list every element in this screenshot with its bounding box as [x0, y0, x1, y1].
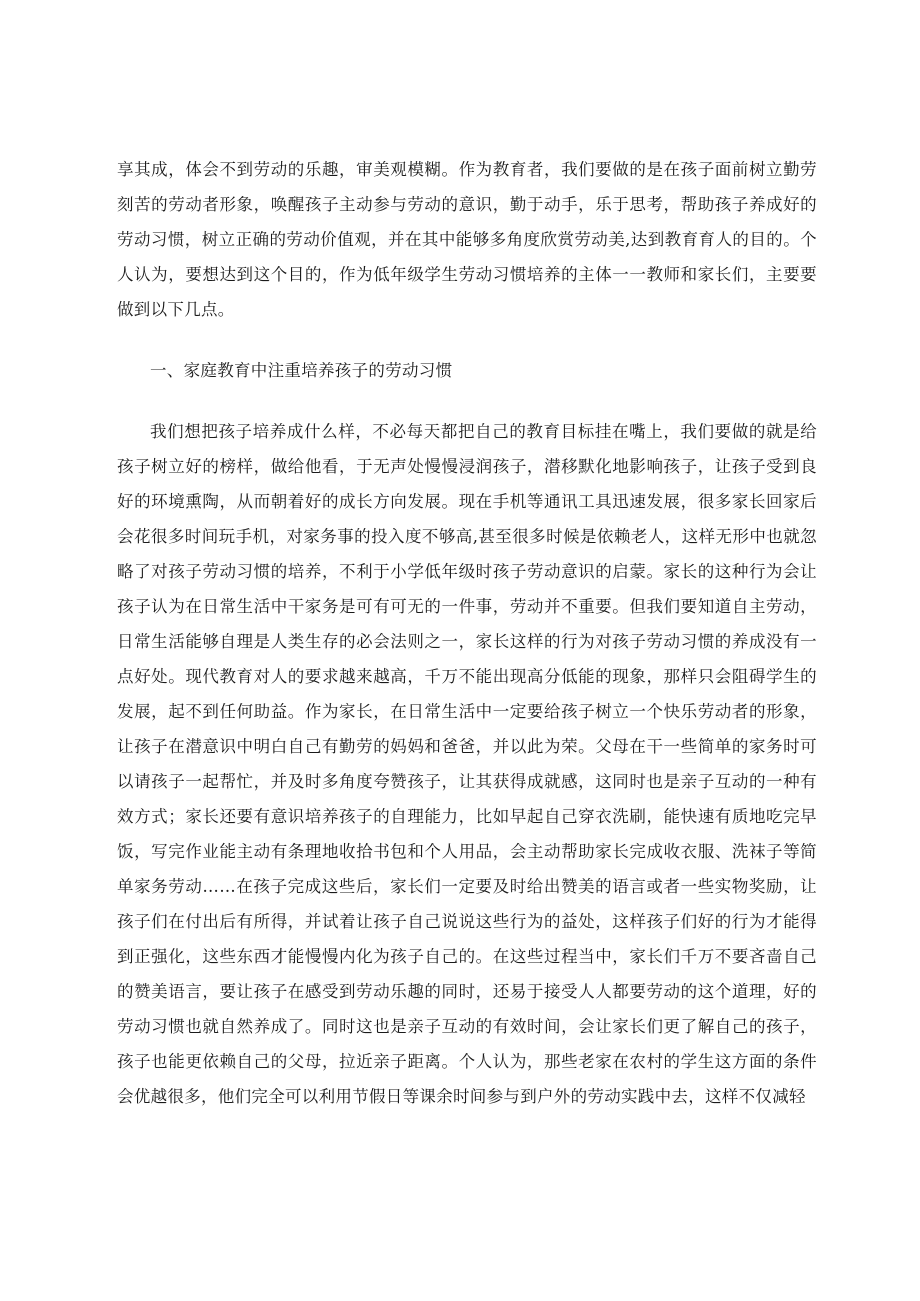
paragraph-intro: 享其成，体会不到劳动的乐趣，审美观模糊。作为教育者，我们要做的是在孩子面前树立勤劳刻苦的劳动者形象，唤醒孩子主动参与劳动的意识，勤于动手，乐于思考，帮助孩子养成好的劳动习惯，树立正确的劳动价值观，并在其中能够多角度欣赏劳动美,达到教育育人的目的。个人认为，要想达到这个目的，作为低年级学生劳动习惯培养的主体一一教师和家长们，主要要做到以下几点。 [117, 160, 817, 319]
section-heading: 一、家庭教育中注重培养孩子的劳动习惯 [150, 361, 453, 380]
paragraph-body: 我们想把孩子培养成什么样，不必每天都把自己的教育目标挂在嘴上，我们要做的就是给孩子树立好的榜样，做给他看，于无声处慢慢浸润孩子，潜移默化地影响孩子，让孩子受到良好的环境熏陶，从而朝着好的成长方向发展。现在手机等通讯工具迅速发展，很多家长回家后会花很多时间玩手机，对家务事的投入度不够高,甚至很多时候是依赖老人，这样无形中也就忽略了对孩子劳动习惯的培养，不利于小学低年级时孩子劳动意识的启蒙。家长的这种行为会让孩子认为在日常生活中干家务是可有可无的一件事，劳动并不重要。但我们要知道自主劳动，日常生活能够自理是人类生存的必会法则之一，家长这样的行为对孩子劳动习惯的养成没有一点好处。现代教育对人的要求越来越高，千万不能出现高分低能的现象，那样只会阻碍学生的发展，起不到任何助益。作为家长，在日常生活中一定要给孩子树立一个快乐劳动者的形象，让孩子在潜意识中明白自己有勤劳的妈妈和爸爸，并以此为荣。父母在干一些简单的家务时可以请孩子一起帮忙，并及时多角度夸赞孩子，让其获得成就感，这同时也是亲子互动的一种有效方式；家长还要有意识培养孩子的自理能力，比如早起自己穿衣洗刷，能快速有质地吃完早饭，写完作业能主动有条理地收拾书包和个人用品，会主动帮助家长完成收衣服、洗袜子等简单家务劳动……在孩子完成这些后，家长们一定要及时给出赞美的语言或者一些实物奖励，让孩子们在付出后有所得，并试着让孩子自己说说这些行为的益处，这样孩子们好的行为才能得到正强化，这些东西才能慢慢内化为孩子自己的。在这些过程当中，家长们千万不要吝啬自己的赞美语言，要让孩子在感受到劳动乐趣的同时，还易于接受人人都要劳动的这个道理，好的劳动习惯也就自然养成了。同时这也是亲子互动的有效时间，会让家长们更了解自己的孩子，孩子也能更依赖自己的父母，拉近亲子距离。个人认为，那些老家在农村的学生这方面的条件会优越很多，他们完全可以利用节假日等课余时间参与到户外的劳动实践中去，这样不仅减轻 [117, 422, 817, 1106]
document-body [117, 152, 817, 1114]
